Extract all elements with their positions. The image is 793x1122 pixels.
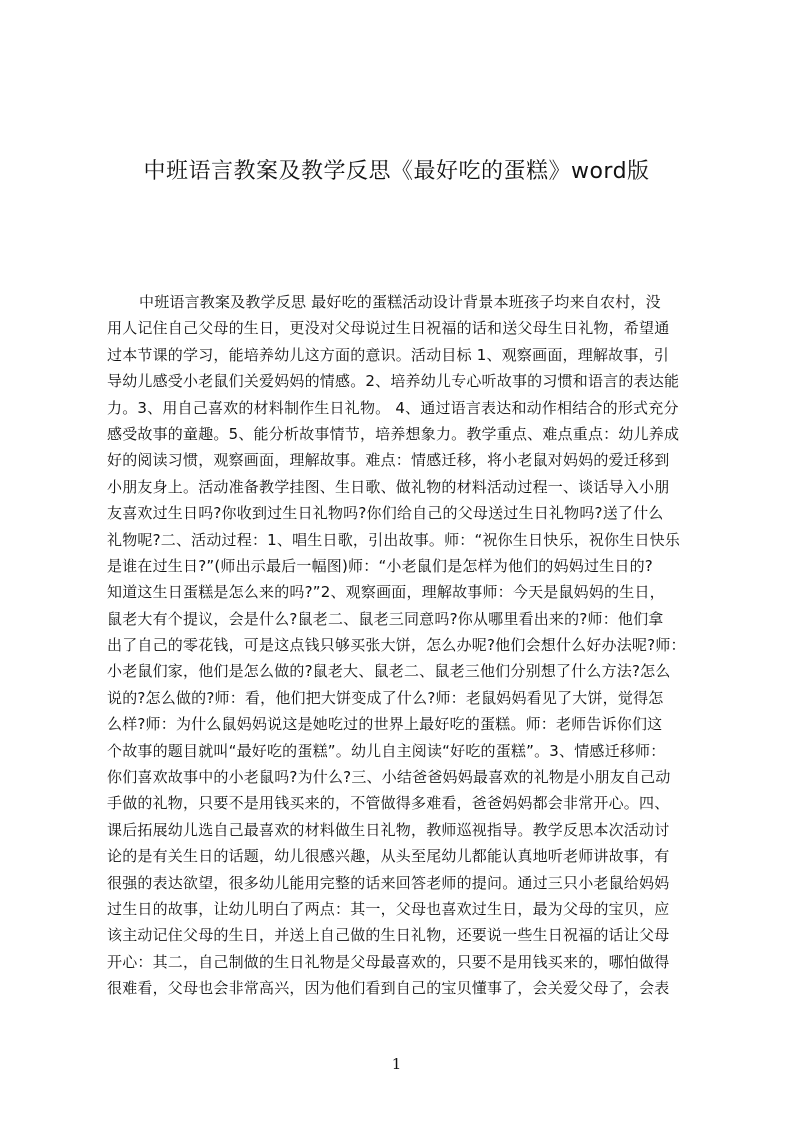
body-line: 过本节课的学习，能培养幼儿这方面的意识。活动目标 1、观察画面，理解故事，引	[107, 345, 669, 364]
body-line: 过生日的故事，让幼儿明白了两点：其一，父母也喜欢过生日，最为父母的宝贝，应	[107, 899, 670, 918]
body-line: 课后拓展幼儿选自己最喜欢的材料做生日礼物，教师巡视指导。教学反思本次活动讨	[107, 820, 670, 839]
body-line: 礼物呢?二、活动过程：1、唱生日歌，引出故事。师：“祝你生日快乐，祝你生日快乐	[107, 530, 681, 549]
body-line: 很难看，父母也会非常高兴，因为他们看到自己的宝贝懂事了，会关爱父母了，会表	[107, 979, 670, 998]
body-line: 你们喜欢故事中的小老鼠吗?为什么?三、小结爸爸妈妈最喜欢的礼物是小朋友自己动	[107, 768, 671, 787]
body-line: 小老鼠们家，他们是怎么做的?鼠老大、鼠老二、鼠老三他们分别想了什么方法?怎么	[107, 662, 671, 681]
body-line: 很强的表达欲望，很多幼儿能用完整的话来回答老师的提问。通过三只小老鼠给妈妈	[107, 873, 670, 892]
body-paragraph	[107, 289, 697, 1002]
body-line: 该主动记住父母的生日，并送上自己做的生日礼物，还要说一些生日祝福的话让父母	[107, 926, 670, 945]
body-line: 感受故事的童趣。5、能分析故事情节，培养想象力。教学重点、难点重点：幼儿养成	[107, 424, 680, 443]
body-line: 用人记住自己父母的生日，更没对父母说过生日祝福的话和送父母生日礼物，希望通	[107, 319, 670, 338]
body-line: 导幼儿感受小老鼠们关爱妈妈的情感。2、培养幼儿专心听故事的习惯和语言的表达能	[107, 372, 680, 391]
body-line: 好的阅读习惯，观察画面，理解故事。难点：情感迁移，将小老鼠对妈妈的爱迁移到	[107, 451, 670, 470]
body-line: 小朋友身上。活动准备教学挂图、生日歌、做礼物的材料活动过程一、谈话导入小朋	[107, 477, 670, 496]
body-line: 友喜欢过生日吗?你收到过生日礼物吗?你们给自己的父母送过生日礼物吗?送了什么	[107, 504, 664, 523]
body-line: 力。3、用自己喜欢的材料制作生日礼物。 4、通过语言表达和动作相结合的形式充分	[107, 398, 679, 417]
page-number: 1	[391, 1055, 402, 1073]
body-line: 开心：其二，自己制做的生日礼物是父母最喜欢的，只要不是用钱买来的，哪怕做得	[107, 952, 670, 971]
body-line: 说的?怎么做的?师：看，他们把大饼变成了什么?师：老鼠妈妈看见了大饼，觉得怎	[107, 688, 664, 707]
body-line: 鼠老大有个提议，会是什么?鼠老二、鼠老三同意吗?你从哪里看出来的?师：他们拿	[107, 609, 664, 628]
body-line: 出了自己的零花钱，可是这点钱只够买张大饼，怎么办呢?他们会想什么好办法呢?师：	[107, 636, 686, 655]
body-line: 论的是有关生日的话题，幼儿很感兴趣，从头至尾幼儿都能认真地听老师讲故事，有	[107, 847, 670, 866]
body-line: 是谁在过生日?”(师出示最后一幅图)师：“小老鼠们是怎样为他们的妈妈过生日的?	[107, 556, 653, 575]
body-line: 么样?师：为什么鼠妈妈说这是她吃过的世界上最好吃的蛋糕。师：老师告诉你们这	[107, 715, 663, 734]
body-line: 个故事的题目就叫“最好吃的蛋糕”。幼儿自主阅读“好吃的蛋糕”。3、情感迁移师：	[107, 741, 666, 760]
body-line: 手做的礼物，只要不是用钱买来的，不管做得多难看，爸爸妈妈都会非常开心。四、	[107, 794, 670, 813]
body-line: 中班语言教案及教学反思 最好吃的蛋糕活动设计背景本班孩子均来自农村，没	[139, 293, 661, 311]
document-title: 中班语言教案及教学反思《最好吃的蛋糕》word版	[143, 158, 650, 184]
body-line: 知道这生日蛋糕是怎么来的吗?”2、观察画面，理解故事师：今天是鼠妈妈的生日，	[107, 583, 665, 602]
